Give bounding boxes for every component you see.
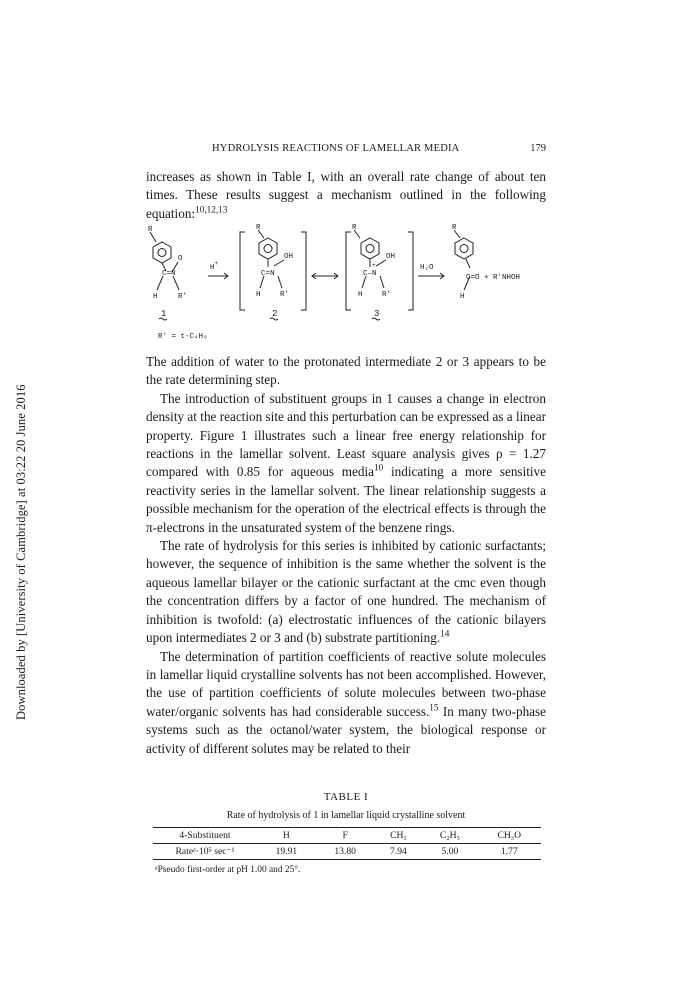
scheme-hplus: H+ bbox=[210, 260, 219, 272]
table-header-cell: CH₃ bbox=[390, 830, 407, 841]
scheme-h-3: H bbox=[358, 291, 363, 299]
compound-label-3: 3 bbox=[374, 309, 380, 319]
scheme-product: C=O + R'NHOH bbox=[466, 274, 521, 282]
download-watermark bbox=[6, 320, 28, 720]
scheme-rp-1: R' bbox=[178, 293, 188, 301]
table-row-label: Rateᵃ·10⁵ sec⁻¹ bbox=[175, 846, 235, 857]
table-header-row bbox=[153, 828, 541, 844]
intro-paragraph bbox=[146, 168, 546, 223]
scheme-r-1: R bbox=[148, 226, 153, 234]
table-title: TABLE I bbox=[323, 791, 369, 803]
table-row bbox=[153, 844, 541, 860]
scheme-cn-3: C–N bbox=[363, 270, 377, 278]
table-cell: 1.77 bbox=[500, 846, 518, 857]
scheme-rp-3: R' bbox=[382, 291, 392, 299]
compound-label-2: 2 bbox=[272, 309, 278, 319]
table-cell: 5.00 bbox=[441, 846, 459, 857]
scheme-o-1: O bbox=[178, 255, 183, 263]
intro-text: increases as shown in Table I, with an overall rate change of about ten times. These results suggest a mechanism outlined in the following equation: bbox=[146, 169, 546, 221]
table-cell: 13.80 bbox=[334, 846, 356, 857]
scheme-h-4: H bbox=[460, 293, 465, 301]
reaction-scheme bbox=[148, 224, 548, 352]
running-title: HYDROLYSIS REACTIONS OF LAMELLAR MEDIA bbox=[212, 143, 460, 154]
scheme-h2o: H₂O bbox=[420, 264, 434, 272]
scheme-h-2: H bbox=[256, 291, 261, 299]
scheme-cn-2: C=N bbox=[261, 270, 275, 278]
paragraph-4: The determination of partition coefficients of reactive solute molecules in lamellar liquid crystalline solvents has not been accomplished. However, the use of partition coefficients of solute molecules between two-phase water/organic solvents has had considerable success.$^{15}$ In many two-phase systems such as the octanol/water system, the biological response or activity of different solutes may be related to their bbox=[146, 648, 547, 756]
table-cell: 19.91 bbox=[275, 846, 298, 857]
table-cell: 7.94 bbox=[390, 846, 407, 857]
main-body bbox=[146, 353, 546, 758]
scheme-r-2: R bbox=[256, 224, 261, 232]
rate-table bbox=[153, 827, 541, 860]
table-footnote: ᵃPseudo first-order at pH 1.00 and 25°. bbox=[155, 865, 301, 875]
table-caption: Rate of hydrolysis of 1 in lamellar liquid crystalline solvent bbox=[226, 810, 466, 821]
table-header-cell: F bbox=[342, 830, 348, 841]
page-number: 179 bbox=[530, 143, 546, 154]
table-header-cell: 4-Substituent bbox=[179, 830, 231, 841]
rprime-definition: R' = t-C₄H₉ bbox=[158, 333, 208, 341]
table-header-cell: H bbox=[282, 830, 290, 841]
paragraph-2: The introduction of substituent groups in 1 causes a change in electron density at the reaction site and this perturbation can be expressed as a linear property. Figure 1 illustrates such a linear free energy relationship for reactions in the lamellar solvent. Least square analysis gives ρ = 1.27 compared with 0.85 for aqueous media$^{10}$ indicating a more sensitive reactivity series in the lamellar solvent. The linear relationship suggests a possible mechanism for the operation of the electrical effects is through the π-electrons in the unsaturated system of the benzene rings. bbox=[146, 390, 547, 535]
scheme-oh-2: OH bbox=[284, 253, 294, 261]
scheme-r-4: R bbox=[452, 224, 457, 232]
watermark-text: Downloaded by [University of Cambridge] at 03:22 20 June 2016 bbox=[14, 384, 28, 720]
table-header-cell: CH₃O bbox=[497, 830, 522, 841]
scheme-plus-3: + bbox=[372, 262, 376, 269]
scheme-h-1: H bbox=[153, 293, 158, 301]
scheme-r-3: R bbox=[352, 224, 357, 232]
intro-refs: 10,12,13 bbox=[195, 204, 228, 215]
scheme-rp-2: R' bbox=[280, 291, 290, 299]
paragraph-3: The rate of hydrolysis for this series is inhibited by cationic surfactants; however, the sequence of inhibition is the same whether the solvent is the aqueous lamellar bilayer or the cationic surfactant at the cmc even though the concentration differs by a factor of one hundred. The mechanism of inhibition is twofold: (a) electrostatic influences of the cationic bilayers upon intermediates 2 or 3 and (b) substrate partitioning.$^{14}$ bbox=[146, 538, 546, 646]
paragraph-1: The addition of water to the protonated intermediate 2 or 3 appears to be the rate determining step. bbox=[146, 354, 546, 388]
scheme-cn-1: C=N bbox=[162, 270, 176, 278]
table-header-cell: C₂H₅ bbox=[439, 830, 460, 841]
running-header bbox=[146, 143, 546, 161]
scheme-oh-3: OH bbox=[386, 253, 396, 261]
compound-label-1: 1 bbox=[161, 309, 167, 319]
